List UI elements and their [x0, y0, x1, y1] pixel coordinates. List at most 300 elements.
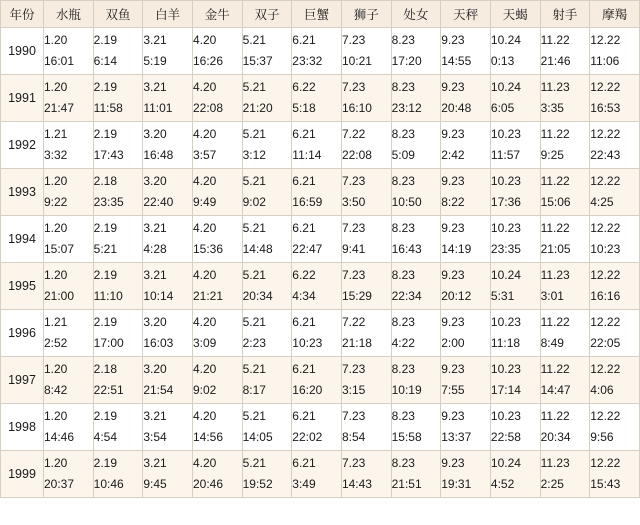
time-value: 16:26 — [192, 54, 223, 68]
cell-1993-sagittarius — [540, 169, 590, 216]
cell-1995-capricorn — [590, 263, 640, 310]
cell-1995-gemini — [242, 263, 292, 310]
date-value: 9.23 — [441, 362, 465, 376]
time-value: 11:57 — [490, 148, 521, 162]
cell-1995-pisces — [93, 263, 143, 310]
time-value: 11:01 — [143, 101, 173, 115]
time-value: 9:45 — [143, 477, 167, 491]
date-value: 2.19 — [93, 80, 118, 94]
time-value: 14:56 — [192, 430, 223, 444]
time-value: 9:49 — [192, 195, 217, 209]
date-value: 11.22 — [540, 409, 570, 423]
date-value: 5.21 — [242, 127, 266, 141]
date-value: 9.23 — [441, 409, 465, 423]
date-value: 6.21 — [292, 362, 316, 376]
cell-1992-leo — [341, 122, 391, 169]
date-value: 2.18 — [93, 362, 118, 376]
date-value: 7.23 — [341, 174, 366, 188]
cell-1998-sagittarius — [540, 404, 590, 451]
cell-1994-virgo — [391, 216, 441, 263]
cell-1990-libra — [441, 28, 491, 75]
table-row — [1, 451, 640, 498]
time-value: 3:01 — [540, 289, 564, 303]
time-value: 11:58 — [93, 101, 123, 115]
column-header-sagittarius: 射手 — [540, 1, 590, 28]
date-value: 5.21 — [242, 362, 266, 376]
date-value: 10.23 — [490, 127, 521, 141]
date-value: 9.23 — [441, 33, 465, 47]
date-value: 1.20 — [44, 456, 68, 470]
cell-1991-aquarius — [44, 75, 94, 122]
date-value: 11.22 — [540, 315, 570, 329]
time-value: 3:12 — [242, 148, 266, 162]
date-value: 5.21 — [242, 174, 266, 188]
column-header-virgo: 处女 — [391, 1, 441, 28]
time-value: 22:40 — [143, 195, 174, 209]
date-value: 9.23 — [441, 315, 465, 329]
time-value: 20:48 — [441, 101, 472, 115]
time-value: 16:16 — [590, 289, 621, 303]
time-value: 11:18 — [490, 336, 521, 350]
date-value: 5.21 — [242, 315, 266, 329]
cell-1997-scorpio — [490, 357, 540, 404]
column-header-leo: 狮子 — [341, 1, 391, 28]
date-value: 6.22 — [292, 80, 316, 94]
time-value: 16:20 — [292, 383, 323, 397]
time-value: 16:48 — [143, 148, 174, 162]
date-value: 2.19 — [93, 456, 118, 470]
cell-1997-aquarius — [44, 357, 94, 404]
cell-1995-leo — [341, 263, 391, 310]
time-value: 11:06 — [590, 54, 620, 68]
time-value: 5:19 — [143, 54, 167, 68]
time-value: 10:23 — [292, 336, 323, 350]
cell-1999-virgo — [391, 451, 441, 498]
time-value: 2:42 — [441, 148, 465, 162]
date-value: 7.23 — [341, 409, 366, 423]
date-value: 8.23 — [391, 80, 415, 94]
date-value: 4.20 — [192, 362, 217, 376]
cell-1993-pisces — [93, 169, 143, 216]
time-value: 22:34 — [391, 289, 422, 303]
time-value: 20:46 — [192, 477, 223, 491]
column-header-scorpio: 天蝎 — [490, 1, 540, 28]
cell-1996-libra — [441, 310, 491, 357]
time-value: 4:06 — [590, 383, 614, 397]
cell-1994-scorpio — [490, 216, 540, 263]
date-value: 4.20 — [192, 174, 217, 188]
time-value: 6:14 — [93, 54, 118, 68]
table-row — [1, 357, 640, 404]
time-value: 4:28 — [143, 242, 167, 256]
cell-1993-cancer — [292, 169, 342, 216]
date-value: 10.23 — [490, 315, 521, 329]
date-value: 6.21 — [292, 127, 316, 141]
time-value: 14:47 — [540, 383, 571, 397]
cell-1991-scorpio — [490, 75, 540, 122]
date-value: 9.23 — [441, 174, 465, 188]
date-value: 8.23 — [391, 456, 415, 470]
date-value: 10.24 — [490, 456, 521, 470]
cell-1994-capricorn — [590, 216, 640, 263]
table-row — [1, 263, 640, 310]
time-value: 17:00 — [93, 336, 124, 350]
column-header-pisces: 双鱼 — [93, 1, 143, 28]
date-value: 3.21 — [143, 33, 167, 47]
date-value: 10.24 — [490, 268, 521, 282]
date-value: 4.20 — [192, 456, 217, 470]
cell-1993-scorpio — [490, 169, 540, 216]
cell-1998-pisces — [93, 404, 143, 451]
date-value: 3.21 — [143, 268, 167, 282]
cell-1994-leo — [341, 216, 391, 263]
time-value: 15:06 — [540, 195, 571, 209]
time-value: 15:29 — [341, 289, 372, 303]
cell-1990-aries — [143, 28, 193, 75]
date-value: 2.19 — [93, 127, 118, 141]
cell-1991-capricorn — [590, 75, 640, 122]
time-value: 19:52 — [242, 477, 273, 491]
time-value: 20:37 — [44, 477, 75, 491]
time-value: 8:22 — [441, 195, 465, 209]
cell-1991-libra — [441, 75, 491, 122]
cell-1992-aries — [143, 122, 193, 169]
date-value: 12.22 — [590, 268, 621, 282]
date-value: 11.23 — [540, 456, 570, 470]
time-value: 15:43 — [590, 477, 621, 491]
time-value: 10:23 — [590, 242, 621, 256]
cell-1999-sagittarius — [540, 451, 590, 498]
date-value: 3.21 — [143, 409, 167, 423]
time-value: 20:34 — [540, 430, 571, 444]
time-value: 21:21 — [192, 289, 223, 303]
cell-1996-aries — [143, 310, 193, 357]
time-value: 21:05 — [540, 242, 571, 256]
time-value: 17:14 — [490, 383, 521, 397]
column-header-aquarius: 水瓶 — [44, 1, 94, 28]
cell-1993-leo — [341, 169, 391, 216]
header-row — [1, 1, 640, 28]
cell-1998-capricorn — [590, 404, 640, 451]
cell-1994-pisces — [93, 216, 143, 263]
time-value: 3:57 — [192, 148, 217, 162]
time-value: 22:43 — [590, 148, 621, 162]
time-value: 16:53 — [590, 101, 621, 115]
time-value: 21:20 — [242, 101, 273, 115]
cell-1997-libra — [441, 357, 491, 404]
time-value: 22:08 — [341, 148, 372, 162]
cell-1996-sagittarius — [540, 310, 590, 357]
date-value: 6.22 — [292, 268, 316, 282]
time-value: 22:47 — [292, 242, 323, 256]
time-value: 16:01 — [44, 54, 75, 68]
time-value: 11:14 — [292, 148, 322, 162]
time-value: 5:21 — [93, 242, 118, 256]
cell-1995-taurus — [192, 263, 242, 310]
cell-1992-capricorn — [590, 122, 640, 169]
cell-1999-cancer — [292, 451, 342, 498]
date-value: 4.20 — [192, 315, 217, 329]
time-value: 10:19 — [391, 383, 422, 397]
date-value: 7.22 — [341, 315, 366, 329]
table-row — [1, 404, 640, 451]
date-value: 7.23 — [341, 268, 366, 282]
date-value: 3.20 — [143, 127, 167, 141]
time-value: 14:05 — [242, 430, 273, 444]
year-label: 1996 — [1, 310, 44, 357]
table-row — [1, 169, 640, 216]
date-value: 1.20 — [44, 362, 68, 376]
cell-1998-gemini — [242, 404, 292, 451]
cell-1994-gemini — [242, 216, 292, 263]
time-value: 21:47 — [44, 101, 75, 115]
time-value: 2:25 — [540, 477, 564, 491]
year-label: 1995 — [1, 263, 44, 310]
date-value: 12.22 — [590, 174, 621, 188]
date-value: 8.23 — [391, 268, 415, 282]
cell-1996-gemini — [242, 310, 292, 357]
date-value: 6.21 — [292, 315, 316, 329]
date-value: 4.20 — [192, 80, 217, 94]
date-value: 10.24 — [490, 33, 521, 47]
cell-1998-cancer — [292, 404, 342, 451]
year-label: 1993 — [1, 169, 44, 216]
cell-1991-cancer — [292, 75, 342, 122]
time-value: 21:54 — [143, 383, 174, 397]
cell-1999-scorpio — [490, 451, 540, 498]
time-value: 3:49 — [292, 477, 316, 491]
time-value: 14:19 — [441, 242, 472, 256]
date-value: 5.21 — [242, 33, 266, 47]
cell-1992-virgo — [391, 122, 441, 169]
time-value: 9:22 — [44, 195, 68, 209]
column-header-libra: 天秤 — [441, 1, 491, 28]
table-row — [1, 216, 640, 263]
date-value: 8.23 — [391, 409, 415, 423]
time-value: 22:58 — [490, 430, 521, 444]
date-value: 3.21 — [143, 456, 167, 470]
time-value: 8:42 — [44, 383, 68, 397]
cell-1997-aries — [143, 357, 193, 404]
cell-1999-capricorn — [590, 451, 640, 498]
time-value: 4:52 — [490, 477, 515, 491]
date-value: 12.22 — [590, 409, 621, 423]
cell-1996-aquarius — [44, 310, 94, 357]
cell-1993-capricorn — [590, 169, 640, 216]
cell-1997-cancer — [292, 357, 342, 404]
cell-1998-aries — [143, 404, 193, 451]
date-value: 5.21 — [242, 80, 266, 94]
date-value: 4.20 — [192, 268, 217, 282]
time-value: 14:43 — [341, 477, 372, 491]
time-value: 22:02 — [292, 430, 323, 444]
cell-1998-aquarius — [44, 404, 94, 451]
cell-1992-pisces — [93, 122, 143, 169]
time-value: 15:07 — [44, 242, 75, 256]
time-value: 9:56 — [590, 430, 614, 444]
time-value: 3:50 — [341, 195, 366, 209]
time-value: 16:43 — [391, 242, 422, 256]
time-value: 13:37 — [441, 430, 472, 444]
date-value: 9.23 — [441, 80, 465, 94]
cell-1992-aquarius — [44, 122, 94, 169]
cell-1995-aries — [143, 263, 193, 310]
date-value: 3.20 — [143, 315, 167, 329]
date-value: 7.23 — [341, 33, 366, 47]
date-value: 5.21 — [242, 268, 266, 282]
time-value: 2:00 — [441, 336, 465, 350]
date-value: 10.23 — [490, 221, 521, 235]
date-value: 10.23 — [490, 174, 521, 188]
time-value: 16:03 — [143, 336, 174, 350]
cell-1990-gemini — [242, 28, 292, 75]
cell-1993-aquarius — [44, 169, 94, 216]
cell-1991-virgo — [391, 75, 441, 122]
cell-1990-scorpio — [490, 28, 540, 75]
date-value: 6.21 — [292, 221, 316, 235]
time-value: 14:46 — [44, 430, 75, 444]
cell-1990-leo — [341, 28, 391, 75]
cell-1997-sagittarius — [540, 357, 590, 404]
time-value: 9:41 — [341, 242, 366, 256]
cell-1990-capricorn — [590, 28, 640, 75]
date-value: 2.19 — [93, 221, 118, 235]
cell-1992-cancer — [292, 122, 342, 169]
time-value: 15:37 — [242, 54, 273, 68]
time-value: 4:22 — [391, 336, 415, 350]
cell-1997-capricorn — [590, 357, 640, 404]
time-value: 8:54 — [341, 430, 366, 444]
time-value: 21:46 — [540, 54, 571, 68]
cell-1991-taurus — [192, 75, 242, 122]
time-value: 4:25 — [590, 195, 614, 209]
cell-1999-pisces — [93, 451, 143, 498]
time-value: 11:10 — [93, 289, 123, 303]
column-header-taurus: 金牛 — [192, 1, 242, 28]
time-value: 5:09 — [391, 148, 415, 162]
time-value: 10:46 — [93, 477, 124, 491]
date-value: 6.21 — [292, 409, 316, 423]
cell-1996-cancer — [292, 310, 342, 357]
date-value: 1.20 — [44, 80, 68, 94]
time-value: 22:08 — [192, 101, 223, 115]
time-value: 10:14 — [143, 289, 174, 303]
cell-1993-aries — [143, 169, 193, 216]
date-value: 8.23 — [391, 362, 415, 376]
cell-1991-leo — [341, 75, 391, 122]
time-value: 14:48 — [242, 242, 273, 256]
time-value: 3:15 — [341, 383, 366, 397]
cell-1996-virgo — [391, 310, 441, 357]
cell-1994-cancer — [292, 216, 342, 263]
year-label: 1991 — [1, 75, 44, 122]
time-value: 21:51 — [391, 477, 422, 491]
cell-1994-taurus — [192, 216, 242, 263]
time-value: 21:00 — [44, 289, 75, 303]
time-value: 4:34 — [292, 289, 316, 303]
cell-1990-pisces — [93, 28, 143, 75]
date-value: 6.21 — [292, 456, 316, 470]
cell-1992-sagittarius — [540, 122, 590, 169]
date-value: 1.20 — [44, 33, 68, 47]
date-value: 10.23 — [490, 362, 521, 376]
date-value: 2.18 — [93, 174, 118, 188]
column-header-aries: 白羊 — [143, 1, 193, 28]
time-value: 4:54 — [93, 430, 118, 444]
cell-1990-sagittarius — [540, 28, 590, 75]
table-body — [1, 28, 640, 498]
cell-1999-gemini — [242, 451, 292, 498]
date-value: 10.23 — [490, 409, 521, 423]
table-row — [1, 122, 640, 169]
cell-1994-sagittarius — [540, 216, 590, 263]
cell-1991-pisces — [93, 75, 143, 122]
date-value: 1.21 — [44, 127, 68, 141]
cell-1994-aquarius — [44, 216, 94, 263]
date-value: 12.22 — [590, 33, 621, 47]
time-value: 3:32 — [44, 148, 68, 162]
date-value: 12.22 — [590, 127, 621, 141]
time-value: 10:21 — [341, 54, 372, 68]
time-value: 20:12 — [441, 289, 472, 303]
time-value: 15:58 — [391, 430, 422, 444]
cell-1997-leo — [341, 357, 391, 404]
cell-1997-pisces — [93, 357, 143, 404]
cell-1995-sagittarius — [540, 263, 590, 310]
date-value: 3.21 — [143, 221, 167, 235]
date-value: 1.20 — [44, 409, 68, 423]
year-label: 1992 — [1, 122, 44, 169]
cell-1991-gemini — [242, 75, 292, 122]
cell-1993-gemini — [242, 169, 292, 216]
cell-1997-virgo — [391, 357, 441, 404]
date-value: 9.23 — [441, 127, 465, 141]
date-value: 7.23 — [341, 362, 366, 376]
time-value: 6:05 — [490, 101, 515, 115]
date-value: 11.22 — [540, 174, 570, 188]
time-value: 9:02 — [242, 195, 266, 209]
cell-1997-taurus — [192, 357, 242, 404]
date-value: 4.20 — [192, 127, 217, 141]
time-value: 17:43 — [93, 148, 124, 162]
time-value: 3:54 — [143, 430, 167, 444]
table-header — [1, 1, 640, 28]
cell-1992-gemini — [242, 122, 292, 169]
year-label: 1990 — [1, 28, 44, 75]
time-value: 7:55 — [441, 383, 465, 397]
time-value: 9:25 — [540, 148, 564, 162]
cell-1996-taurus — [192, 310, 242, 357]
cell-1996-scorpio — [490, 310, 540, 357]
date-value: 7.22 — [341, 127, 366, 141]
year-label: 1998 — [1, 404, 44, 451]
time-value: 8:49 — [540, 336, 564, 350]
date-value: 6.21 — [292, 33, 316, 47]
date-value: 11.22 — [540, 362, 570, 376]
date-value: 5.21 — [242, 456, 266, 470]
cell-1996-pisces — [93, 310, 143, 357]
date-value: 2.19 — [93, 33, 118, 47]
table-row — [1, 310, 640, 357]
date-value: 11.22 — [540, 33, 570, 47]
cell-1996-capricorn — [590, 310, 640, 357]
date-value: 12.22 — [590, 80, 621, 94]
year-label: 1997 — [1, 357, 44, 404]
date-value: 2.19 — [93, 315, 118, 329]
time-value: 17:20 — [391, 54, 422, 68]
cell-1998-libra — [441, 404, 491, 451]
date-value: 6.21 — [292, 174, 316, 188]
